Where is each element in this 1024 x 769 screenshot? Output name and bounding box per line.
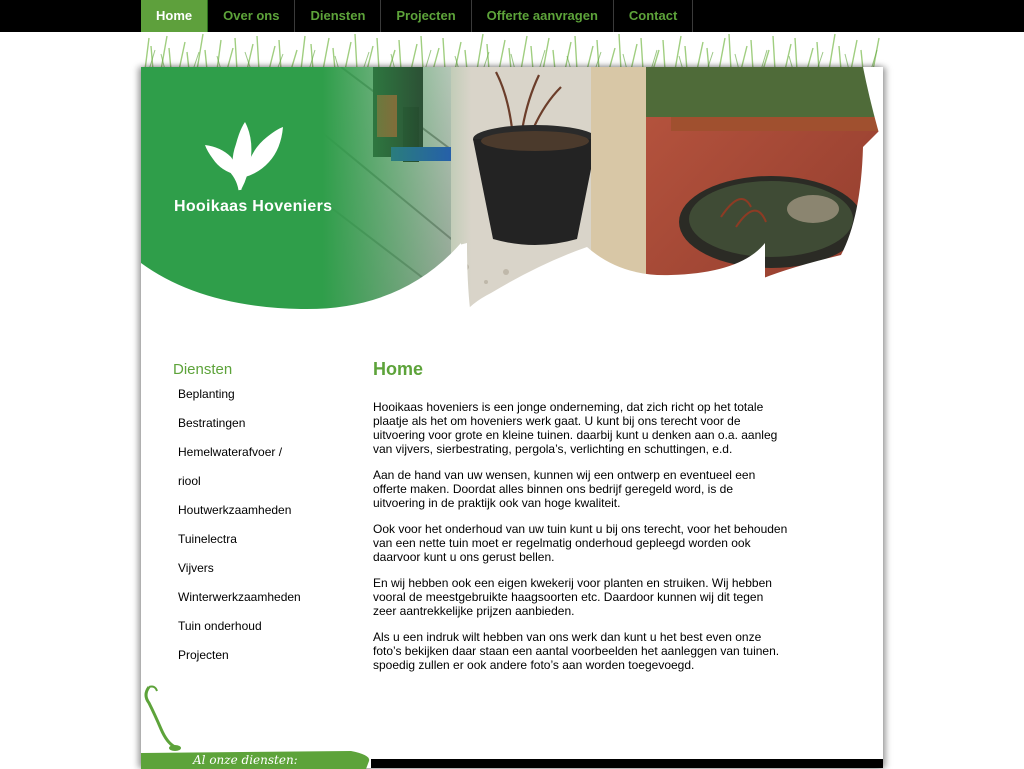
sidebar-item-houtwerkzaamheden[interactable]: Houtwerkzaamheden	[178, 503, 292, 517]
sidebar-item-winterwerkzaamheden[interactable]: Winterwerkzaamheden	[178, 590, 301, 604]
main-content	[373, 400, 788, 684]
content-paragraph: Als u een indruk wilt hebben van ons werk dan kunt u het best even onze foto’s bekijken daar staan een aantal voorbeelden het aanleggen van tuinen. spoedig zullen er ook andere foto’s aan worden toegevoegd.	[373, 630, 780, 672]
bottom-bar	[371, 759, 883, 768]
nav-over-ons[interactable]: Over ons	[208, 0, 295, 32]
footer-banner-text: Al onze diensten:	[193, 753, 298, 767]
sidebar-item-hemelwaterafvoer[interactable]: Hemelwaterafvoer /	[178, 445, 283, 459]
sidebar-item-riool[interactable]: riool	[178, 474, 201, 488]
grass-strip	[141, 32, 883, 70]
sidebar-item-beplanting[interactable]: Beplanting	[178, 387, 235, 401]
sidebar-item-tuinelectra[interactable]: Tuinelectra	[178, 532, 237, 546]
nav-contact[interactable]: Contact	[614, 0, 693, 32]
nav-diensten[interactable]: Diensten	[295, 0, 381, 32]
sidebar-item-vijvers[interactable]: Vijvers	[178, 561, 214, 575]
page-title: Home	[373, 359, 424, 379]
sidebar-item-tuin-onderhoud[interactable]: Tuin onderhoud	[178, 619, 262, 633]
sidebar-title: Diensten	[173, 361, 233, 378]
content-paragraph: Hooikaas hoveniers is een jonge onderneming, dat zich richt op het totale plaatje als het om hoveniers werk gaat. U kunt bij ons terecht voor de uitvoering voor grote en kleine tuinen. daarbij kunt u denken aan o.a. aanleg van vijvers, sierbestrating, pergola’s, verlichting en schuttingen, e.d.	[373, 400, 778, 456]
brand-name: Hooikaas Hoveniers	[174, 198, 333, 215]
content-paragraph: Aan de hand van uw wensen, kunnen wij een ontwerp en eventueel een offerte maken. Doordat alles binnen ons bedrijf geregeld word, is de uitvoering in de praktijk ook van hoge kwaliteit.	[373, 468, 756, 510]
nav-projecten[interactable]: Projecten	[381, 0, 471, 32]
nav-home[interactable]: Home	[141, 0, 208, 32]
sidebar-menu	[178, 385, 301, 675]
content-panel	[141, 67, 883, 768]
sprout-icon	[141, 685, 201, 755]
content-paragraph: En wij hebben ook een eigen kwekerij voor planten en struiken. Wij hebben vooral de meestgebruikte haagsoorten etc. Daardoor kunnen wij dit tegen zeer aantrekkelijke prijzen aanbieden.	[373, 576, 772, 618]
sidebar-item-bestratingen[interactable]: Bestratingen	[178, 416, 246, 430]
content-paragraph: Ook voor het onderhoud van uw tuin kunt u bij ons terecht, voor het behouden van een nette tuin moet er regelmatig onderhoud gepleegd worden ook daarvoor kunt u ons gerust bellen.	[373, 522, 788, 564]
sidebar-item-projecten[interactable]: Projecten	[178, 648, 229, 662]
hero-banner	[141, 67, 883, 317]
nav-offerte-aanvragen[interactable]: Offerte aanvragen	[472, 0, 614, 32]
main-nav	[141, 0, 693, 32]
